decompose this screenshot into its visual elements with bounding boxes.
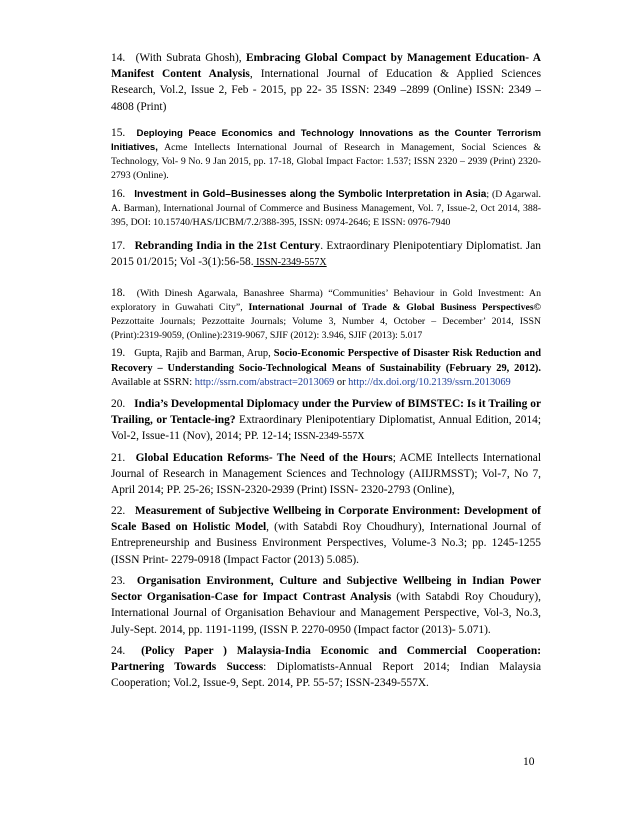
entry-authors: Gupta, Rajib and Barman, Arup, [134, 348, 271, 359]
ssrn-link[interactable]: http://ssrn.com/abstract=2013069 [194, 377, 335, 389]
entry-number: 24. [111, 645, 126, 657]
entry-details: ; ACME Intellects International Journal of Research in Management Sciences and Technology (AIIJRMSST); Vol-7, No 7, April 2014; PP. 25-26; ISSN-2320-2939 (Print) ISSN- 2320-2793 (Online), [111, 452, 541, 497]
publication-entry-18 [111, 286, 541, 343]
entry-number: 17. [111, 240, 126, 252]
entry-title: Socio-Economic Perspective of Disaster Risk Reduction and Recovery – Understanding Socio-Technological Means of Sustainability (February 29, 2012). [111, 348, 541, 374]
doi-link[interactable]: http://dx.doi.org/10.2139/ssrn.2013069 [348, 377, 511, 389]
entry-details: Acme Intellects International Journal of Research in Management, Social Sciences & Technology, Vol- 9 No. 9 Jan 2015, pp. 17-18, Global Impact Factor: 1.537; ISSN 2320 – 2939 (Print) 2320-2793 (Online). [111, 142, 541, 181]
entry-number: 18. [111, 287, 126, 299]
entry-title: (Policy Paper ) Malaysia-India Economic and Commercial Cooperation: Partnering Towards Success [111, 645, 541, 674]
entry-coauthors: (With Dinesh Agarwala, Banashree Sharma) “Communities’ Behaviour in Gold Investment: An exploratory in Guwahati City”, [111, 288, 542, 313]
entry-title: Embracing Global Compact by Management Education- A Manifest Content Analysis [111, 52, 541, 81]
entry-title: Measurement of Subjective Wellbeing in Corporate Environment: Development of Scale Based on Holistic Model [111, 505, 541, 534]
entry-details: , International Journal of Education & Applied Sciences Research, Vol.2, Issue 2, Feb - 2015, pp 22- 35 ISSN: 2349 –2899 (Online) ISSN: 2349 – 4808 (Print) [111, 68, 541, 113]
entry-details: (with Satabdi Roy Choudury), International Journal of Organisation Behaviour and Management Perspective, Vol-3, No.3, July-Sept. 2014, pp. 1191-1199, (ISSN P. 2270-0950 (Impact factor (2013)- 5.071). [111, 591, 541, 636]
entry-details: Pezzottaite Journals; Pezzottaite Journals; Volume 3, Number 4, October – December’ 2014, ISSN (Print):2319-9059, (Online):2319-9067, SJIF (2012): 3.946, SJIF (2013): 5.017 [111, 316, 541, 341]
entry-number: 19. [111, 347, 126, 359]
entry-number: 20. [111, 398, 126, 410]
publication-entry-16 [111, 187, 541, 230]
entry-details: , (with Satabdi Roy Choudhury), International Journal of Entrepreneurship and Business Environment Perspectives, Volume-3 No.3; pp. 1245-1255 (ISSN Print- 2279-0918 (Impact Factor (2013) 5.085). [111, 521, 541, 566]
entry-details: Extraordinary Plenipotentiary Diplomatist, Annual Edition, 2014; Vol-2, Issue-11 (Nov), 2014; PP. 12-14; [111, 414, 541, 443]
entry-issn: ISSN-2349-557X [253, 257, 327, 269]
entry-title: International Journal of Trade & Global Business Perspectives© [248, 302, 541, 313]
publication-entry-15 [111, 126, 541, 183]
publication-entry-23 [111, 573, 541, 638]
link-separator: or [334, 377, 349, 389]
entry-number: 22. [111, 505, 126, 517]
entry-number: 16. [111, 188, 126, 200]
entry-number: 21. [111, 452, 126, 464]
entry-number: 23. [111, 575, 126, 587]
publication-entry-14 [111, 50, 541, 115]
entry-title: Rebranding India in the 21st Century [134, 240, 321, 252]
entry-title: Deploying Peace Economics and Technology Innovations as the Counter Terrorism Initiatives, [111, 128, 541, 153]
publication-entry-22 [111, 503, 541, 568]
entry-details: . Extraordinary Plenipotentiary Diplomatist. Jan 2015 01/2015; Vol -3(1):56-58. [111, 240, 541, 269]
entry-details: : Diplomatists-Annual Report 2014; Indian Malaysia Cooperation; Vol.2, Issue-9, Sept. 2014, PP. 55-57; ISSN-2349-557X. [111, 661, 542, 690]
page-number: 10 [523, 756, 535, 768]
entry-title: India’s Developmental Diplomacy under the Purview of BIMSTEC: Is it Trailing or Trailing, or Tentacle-ing? [111, 398, 541, 427]
publication-entry-24 [111, 643, 541, 692]
entry-details: ; (D Agarwal. A. Barman), International Journal of Commerce and Business Management, Vol. 7, Issue-2, Oct 2014, 388-395, DOI: 10.15740/HAS/IJCBM/7.2/388-395, ISSN: 0974-2646; E ISSN: 0976-7940 [111, 189, 541, 228]
entry-coauthors: (With Subrata Ghosh), [135, 52, 242, 64]
entry-title: Investment in Gold–Businesses along the Symbolic Interpretation in Asia [134, 189, 487, 200]
publication-entry-21 [111, 450, 541, 499]
entry-number: 15. [111, 127, 126, 139]
entry-number: 14. [111, 52, 126, 64]
entry-title: Organisation Environment, Culture and Subjective Wellbeing in Indian Power Sector Organisation-Case for Impact Contrast Analysis [111, 575, 541, 604]
publication-entry-20 [111, 396, 541, 446]
entry-details: Available at SSRN: [111, 377, 195, 389]
publication-entry-17 [111, 238, 541, 271]
entry-title: Global Education Reforms- The Need of the Hours [135, 452, 393, 464]
entry-issn: ISSN-2349-557X [291, 431, 365, 443]
publication-entry-19 [111, 346, 541, 391]
